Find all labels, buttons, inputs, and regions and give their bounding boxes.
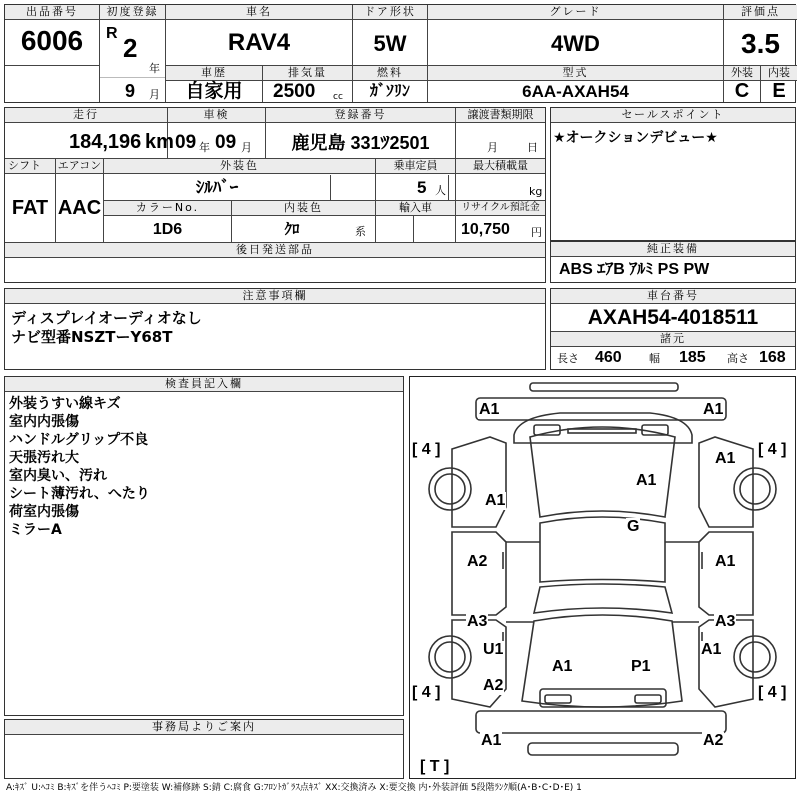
inspector-line: 室内内張傷: [9, 414, 79, 430]
shift: FAT: [11, 197, 49, 219]
length-label: 長さ: [557, 352, 579, 365]
recycle-label: リサイクル預託金: [456, 201, 545, 216]
equipment-label: 純正装備: [551, 242, 795, 257]
model-label: 型式: [428, 66, 723, 81]
tire-front-right: [ 4 ]: [758, 441, 787, 458]
history-label: 車歴: [166, 66, 262, 81]
mark-rear-fender-left: U1: [483, 641, 504, 658]
score: 3.5: [741, 28, 780, 59]
mark-rear-bumper-left: A1: [481, 732, 502, 749]
height-label: 高さ: [727, 352, 749, 365]
height: 168: [759, 349, 786, 366]
model-code: 6AA-AXAH54: [522, 82, 629, 101]
inspector-line: 外装うすい線キズ: [9, 396, 121, 412]
inspector-block: [4, 376, 404, 716]
mark-door-rear-left: A2: [467, 553, 488, 570]
mark-trunk-right: P1: [631, 658, 651, 675]
fuel: ｶﾞｿﾘﾝ: [369, 83, 410, 100]
history: 自家用: [185, 81, 243, 102]
mark-door-front-right: A1: [715, 553, 736, 570]
mark-rear-left: A2: [483, 677, 504, 694]
reg-label: 登録番号: [266, 108, 455, 123]
ac: AAC: [57, 197, 102, 219]
mark-front-right: A1: [703, 401, 724, 418]
transfer-day-unit: 日: [527, 141, 538, 154]
int-color: ｸﾛ: [284, 221, 300, 238]
ac-label: エアコン: [57, 159, 102, 172]
inspector-line: 荷室内張傷: [9, 504, 79, 520]
car-diagram: [409, 376, 796, 779]
later-parts-label: 後日発送部品: [5, 243, 545, 258]
equipment-block: [550, 241, 796, 283]
notes-block: [4, 288, 546, 370]
transfer-label: 譲渡書類期限: [456, 108, 545, 123]
mark-trunk-left: A1: [552, 658, 573, 675]
mileage-unit: km: [145, 131, 174, 153]
int-color-label: 内装色: [232, 201, 375, 216]
exterior-grade: C: [734, 80, 750, 102]
first-reg-month: 9: [125, 81, 136, 101]
inspector-list: [9, 395, 150, 539]
mark-rear-fender-right: A1: [701, 641, 722, 658]
color-no-label: カラーNo.: [104, 201, 231, 216]
width-label: 幅: [649, 352, 660, 365]
car-name-label: 車名: [166, 5, 352, 20]
inspector-line: ハンドルグリップ不良: [9, 432, 149, 448]
mark-roof: G: [627, 518, 640, 535]
mark-door-front-left: A1: [485, 492, 506, 509]
width: 185: [679, 349, 706, 366]
mark-hood: A1: [636, 472, 657, 489]
interior-label: 内装: [761, 66, 797, 81]
sales-point-block: [550, 107, 796, 241]
tire-front-right-value: 4: [767, 441, 777, 458]
specs-block: [4, 107, 546, 283]
exterior-color: ｼﾙﾊﾞｰ: [195, 178, 239, 197]
chassis-number: AXAH54-4018511: [587, 306, 759, 329]
tire-spare-value: T: [429, 758, 440, 775]
legend: A:ｷｽﾞ U:ﾍｺﾐ B:ｷｽﾞを伴うﾍｺﾐ P:要塗装 W:補修跡 S:錆 C:腐食 G:ﾌﾛﾝﾄｶﾞﾗｽ点ｷｽﾞ XX:交換済み X:要交換 内･外装評価 5段階ﾗﾝｸ順(A･B･C･D･E) 1: [6, 783, 582, 793]
fuel-label: 燃料: [353, 66, 427, 81]
shift-label: シフト: [5, 159, 55, 174]
mileage-label: 走行: [5, 108, 167, 123]
displacement-label: 排気量: [263, 66, 352, 81]
inspector-line: 室内臭い、汚れ: [9, 468, 107, 484]
exterior-label: 外装: [724, 66, 760, 81]
tire-rear-right-value: 4: [767, 684, 777, 701]
inspection-label: 車検: [168, 108, 265, 123]
int-color-unit: 系: [355, 225, 366, 238]
capacity-label: 乗車定員: [376, 159, 455, 174]
tire-rear-left-value: 4: [421, 684, 431, 701]
inspector-line: シート薄汚れ、へたり: [9, 486, 150, 502]
first-reg-year: 2: [123, 33, 138, 63]
sales-point-label: セールスポイント: [551, 108, 795, 123]
mark-rear-bumper-right: A2: [703, 732, 724, 749]
chassis-label: 車台番号: [551, 289, 795, 304]
lot-label: 出品番号: [5, 5, 99, 20]
header-block: [4, 4, 796, 103]
recycle-unit: 円: [531, 226, 542, 239]
year-unit: 年: [149, 62, 160, 75]
tire-front-left-value: 4: [421, 441, 431, 458]
capacity-unit: 人: [435, 184, 446, 197]
length: 460: [595, 349, 622, 366]
car-name: RAV4: [227, 29, 291, 56]
equipment-items: ABS ｴｱB ｱﾙﾐ PS PW: [559, 261, 710, 278]
dims-label: 諸元: [551, 331, 795, 347]
reg-number: 鹿児島 331ﾂ2501: [291, 133, 430, 153]
mark-fender-right: A1: [715, 450, 736, 467]
office-label: 事務局よりご案内: [5, 720, 403, 735]
car-outline: [410, 377, 795, 778]
cc-unit: cc: [333, 92, 343, 102]
notes-line-2: ナビ型番NSZTーY68T: [11, 328, 173, 346]
tire-rear-left: [ 4 ]: [412, 684, 441, 701]
capacity: 5: [417, 178, 427, 197]
tire-front-left: [ 4 ]: [412, 441, 441, 458]
door-type: 5W: [373, 31, 407, 56]
tire-rear-right: [ 4 ]: [758, 684, 787, 701]
sales-point-text: ★オークションデビュー★: [553, 130, 718, 146]
tire-spare: [ T ]: [420, 758, 450, 775]
inspector-line: ミラーA: [9, 522, 62, 538]
inspection-month-unit: 月: [241, 141, 252, 154]
inspector-line: 天張汚れ大: [9, 450, 79, 466]
mileage: 184,196: [69, 131, 142, 153]
score-label: 評価点: [724, 5, 797, 20]
inspection-year-unit: 年: [199, 141, 210, 154]
grade: 4WD: [551, 31, 600, 56]
door-label: ドア形状: [353, 5, 427, 20]
mark-quarter-right: A3: [715, 613, 736, 630]
notes-label: 注意事項欄: [5, 289, 545, 304]
color-label: 外装色: [104, 159, 375, 174]
import-label: 輸入車: [376, 201, 455, 216]
era: R: [106, 25, 118, 42]
load-unit: kg: [529, 185, 543, 198]
notes-line-1: ディスプレイオーディオなし: [11, 309, 202, 327]
mark-quarter-left: A3: [467, 613, 488, 630]
inspection-year: 09: [175, 132, 197, 153]
load-label: 最大積載量: [456, 159, 545, 174]
interior-grade: E: [772, 80, 786, 102]
chassis-block: [550, 288, 796, 370]
inspector-label: 検査員記入欄: [5, 377, 403, 392]
inspection-month: 09: [215, 132, 237, 153]
transfer-month-unit: 月: [487, 141, 498, 154]
office-block: [4, 719, 404, 779]
lot-number: 6006: [20, 25, 84, 56]
month-unit: 月: [149, 88, 160, 101]
recycle-fee: 10,750: [461, 221, 510, 238]
color-no: 1D6: [152, 221, 183, 238]
grade-label: グレード: [428, 5, 723, 20]
first-reg-label: 初度登録: [100, 5, 165, 20]
mark-front-left: A1: [479, 401, 500, 418]
displacement: 2500: [273, 81, 316, 102]
